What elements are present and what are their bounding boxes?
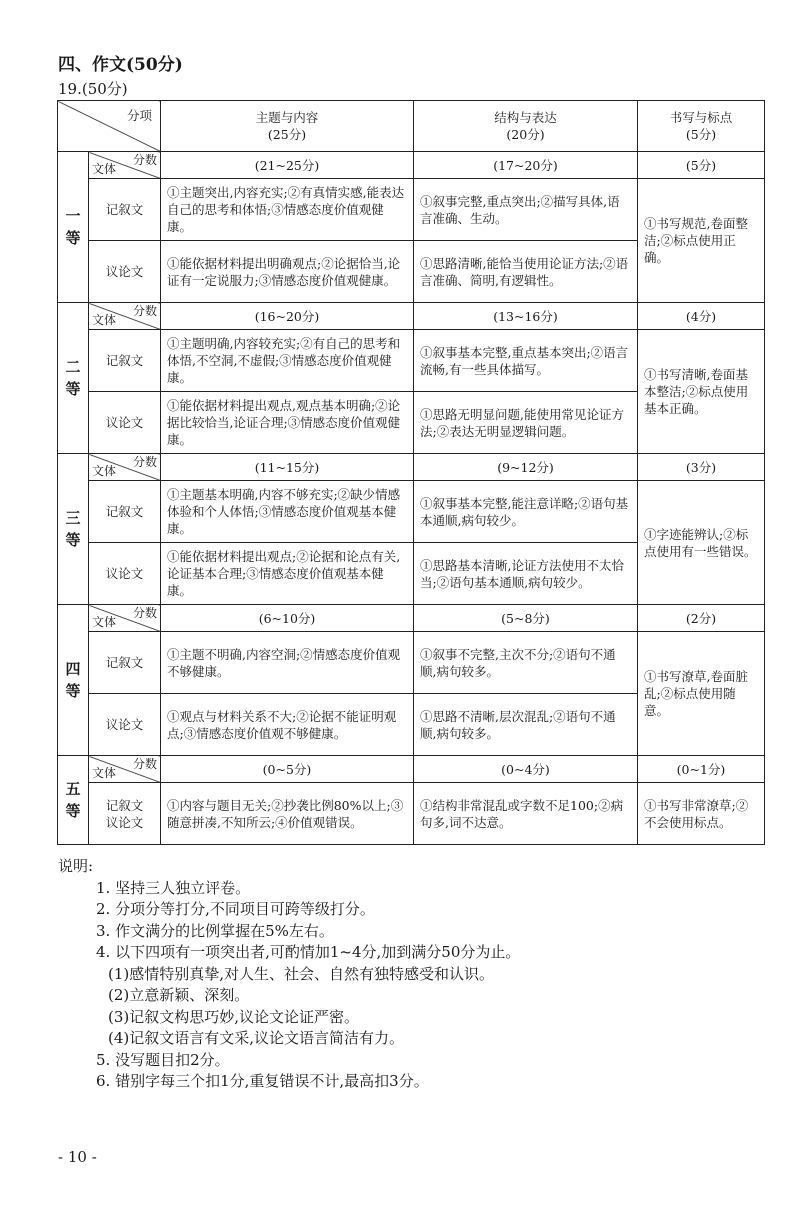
score-label: 分数 [132, 606, 157, 620]
genre-label: 文体 [92, 464, 117, 478]
score-range: (0~4分) [414, 756, 638, 783]
structure-criteria: ①思路清晰,能恰当使用论证方法;②语言准确、简明,有逻辑性。 [414, 241, 638, 303]
genre-cell: 议论文 [89, 241, 161, 303]
corner-label: 分项 [126, 108, 152, 123]
genre-cell: 记叙文 [89, 632, 161, 694]
score-range: (4分) [638, 303, 765, 330]
content-criteria: ①内容与题目无关;②抄袭比例80%以上;③随意拼凑,不知所云;④价值观错误。 [161, 783, 414, 845]
scoring-rubric-table [57, 100, 765, 845]
structure-criteria: ①叙事基本完整,重点基本突出;②语言流畅,有一些具体描写。 [414, 330, 638, 392]
content-criteria: ①主题基本明确,内容不够充实;②缺少情感体验和个人体悟;③情感态度价值观基本健康。 [161, 481, 414, 543]
score-range: (9~12分) [414, 454, 638, 481]
content-criteria: ①观点与材料关系不大;②论据不能证明观点;③情感态度价值观不够健康。 [161, 694, 414, 756]
score-range: (11~15分) [161, 454, 414, 481]
corner-header [58, 101, 161, 152]
grade-score-row [58, 756, 765, 783]
score-genre-header [89, 303, 161, 330]
section-heading: 四、作文(50分) [58, 55, 183, 75]
genre-name: 议论文 [105, 814, 144, 830]
table-row [58, 179, 765, 241]
structure-criteria: ①思路无明显问题,能使用常见论证方法;②表达无明显逻辑问题。 [414, 392, 638, 454]
structure-criteria: ①思路不清晰,层次混乱;②语句不通顺,病句较多。 [414, 694, 638, 756]
column-points: (20分) [506, 127, 545, 142]
grade-score-row [58, 454, 765, 481]
content-criteria: ①能依据材料提出观点;②论据和论点有关,论证基本合理;③情感态度价值观基本健康。 [161, 543, 414, 605]
genre-cell: 议论文 [89, 543, 161, 605]
score-genre-header [89, 454, 161, 481]
note-subitem: (3)记叙文构思巧妙,议论文论证严密。 [108, 1007, 360, 1026]
question-number: 19.(50分) [58, 80, 128, 98]
genre-cell: 记叙文 [89, 481, 161, 543]
note-subitem: (1)感情特别真挚,对人生、社会、自然有独特感受和认识。 [108, 964, 495, 983]
writing-criteria: ①书写潦草,卷面脏乱;②标点使用随意。 [638, 632, 765, 756]
structure-criteria: ①叙事基本完整,能注意详略;②语句基本通顺,病句较少。 [414, 481, 638, 543]
genre-cell: 记叙文 [89, 179, 161, 241]
score-range: (13~16分) [414, 303, 638, 330]
genre-cell: 议论文 [89, 392, 161, 454]
writing-criteria: ①字迹能辨认;②标点使用有一些错误。 [638, 481, 765, 605]
grade-char: 四 [65, 660, 81, 678]
grade-score-row [58, 303, 765, 330]
score-range: (5~8分) [414, 605, 638, 632]
writing-criteria: ①书写非常潦草;②不会使用标点。 [638, 783, 765, 845]
note-item: 6. 错别字每三个扣1分,重复错误不计,最高扣3分。 [96, 1072, 429, 1090]
table-row [58, 632, 765, 694]
genre-name: 记叙文 [105, 797, 144, 813]
column-header-writing [638, 101, 765, 152]
structure-criteria: ①思路基本清晰,论证方法使用不太恰当;②语句基本通顺,病句较少。 [414, 543, 638, 605]
notes-title: 说明: [58, 857, 94, 875]
grade-label [58, 605, 89, 756]
score-range: (6~10分) [161, 605, 414, 632]
column-header-structure [414, 101, 638, 152]
score-label: 分数 [132, 153, 157, 167]
grade-label [58, 756, 89, 845]
note-subitem: (4)记叙文语言有文采,议论文语言简洁有力。 [108, 1029, 405, 1047]
grade-char: 一 [65, 207, 81, 225]
score-range: (21~25分) [161, 152, 414, 179]
score-label: 分数 [132, 455, 157, 469]
content-criteria: ①能依据材料提出观点,观点基本明确;②论据比较恰当,论证合理;③情感态度价值观健康。 [161, 392, 414, 454]
grade-char: 二 [65, 358, 81, 376]
content-criteria: ①能依据材料提出明确观点;②论据恰当,论证有一定说服力;③情感态度价值观健康。 [161, 241, 414, 303]
grade-char: 等 [65, 380, 81, 398]
grade-char: 等 [65, 802, 81, 820]
content-criteria: ①主题突出,内容充实;②有真情实感,能表达自己的思考和体悟;③情感态度价值观健康。 [161, 179, 414, 241]
note-item: 3. 作文满分的比例掌握在5%左右。 [96, 921, 334, 940]
grade-char: 五 [65, 780, 81, 798]
table-row [58, 481, 765, 543]
grade-char: 三 [65, 509, 81, 527]
genre-label: 文体 [92, 615, 117, 629]
grade-char: 等 [65, 229, 81, 247]
score-genre-header [89, 152, 161, 179]
score-range: (17~20分) [414, 152, 638, 179]
grade-score-row [58, 152, 765, 179]
score-range: (2分) [638, 605, 765, 632]
note-item: 5. 没写题目扣2分。 [96, 1050, 230, 1069]
notes-section [58, 856, 520, 1093]
score-label: 分数 [132, 757, 157, 771]
genre-cell: 记叙文 [89, 330, 161, 392]
score-range: (0~1分) [638, 756, 765, 783]
content-criteria: ①主题不明确,内容空洞;②情感态度价值观不够健康。 [161, 632, 414, 694]
page-number: - 10 - [58, 1148, 97, 1166]
score-genre-header [89, 756, 161, 783]
note-subitem: (2)立意新颖、深刻。 [108, 986, 250, 1004]
genre-label: 文体 [92, 766, 117, 780]
column-title: 主题与内容 [255, 110, 319, 125]
structure-criteria: ①叙事不完整,主次不分;②语句不通顺,病句较多。 [414, 632, 638, 694]
grade-score-row [58, 605, 765, 632]
score-range: (3分) [638, 454, 765, 481]
genre-cell: 议论文 [89, 694, 161, 756]
note-item: 1. 坚持三人独立评卷。 [96, 878, 251, 897]
score-range: (0~5分) [161, 756, 414, 783]
grade-char: 等 [65, 682, 81, 700]
content-criteria: ①主题明确,内容较充实;②有自己的思考和体悟,不空洞,不虚假;③情感态度价值观健康。 [161, 330, 414, 392]
grade-label [58, 152, 89, 303]
structure-criteria: ①叙事完整,重点突出;②描写具体,语言准确、生动。 [414, 179, 638, 241]
genre-label: 文体 [92, 162, 117, 176]
note-item: 4. 以下四项有一项突出者,可酌情加1~4分,加到满分50分为止。 [96, 943, 521, 961]
column-title: 书写与标点 [669, 110, 733, 125]
table-header-row [58, 101, 765, 152]
column-header-content [161, 101, 414, 152]
score-range: (5分) [638, 152, 765, 179]
grade-label [58, 454, 89, 605]
genre-label: 文体 [92, 313, 117, 327]
writing-criteria: ①书写清晰,卷面基本整洁;②标点使用基本正确。 [638, 330, 765, 454]
structure-criteria: ①结构非常混乱或字数不足100;②病句多,词不达意。 [414, 783, 638, 845]
column-title: 结构与表达 [494, 110, 557, 125]
grade-label [58, 303, 89, 454]
genre-cell-combined [89, 783, 161, 845]
column-points: (25分) [267, 127, 307, 142]
writing-criteria: ①书写规范,卷面整洁;②标点使用正确。 [638, 179, 765, 303]
note-item: 2. 分项分等打分,不同项目可跨等级打分。 [96, 900, 375, 918]
score-genre-header [89, 605, 161, 632]
score-range: (16~20分) [161, 303, 414, 330]
score-label: 分数 [132, 304, 157, 318]
table-row [58, 783, 765, 845]
table-row [58, 330, 765, 392]
grade-char: 等 [65, 531, 81, 549]
column-points: (5分) [685, 127, 717, 142]
